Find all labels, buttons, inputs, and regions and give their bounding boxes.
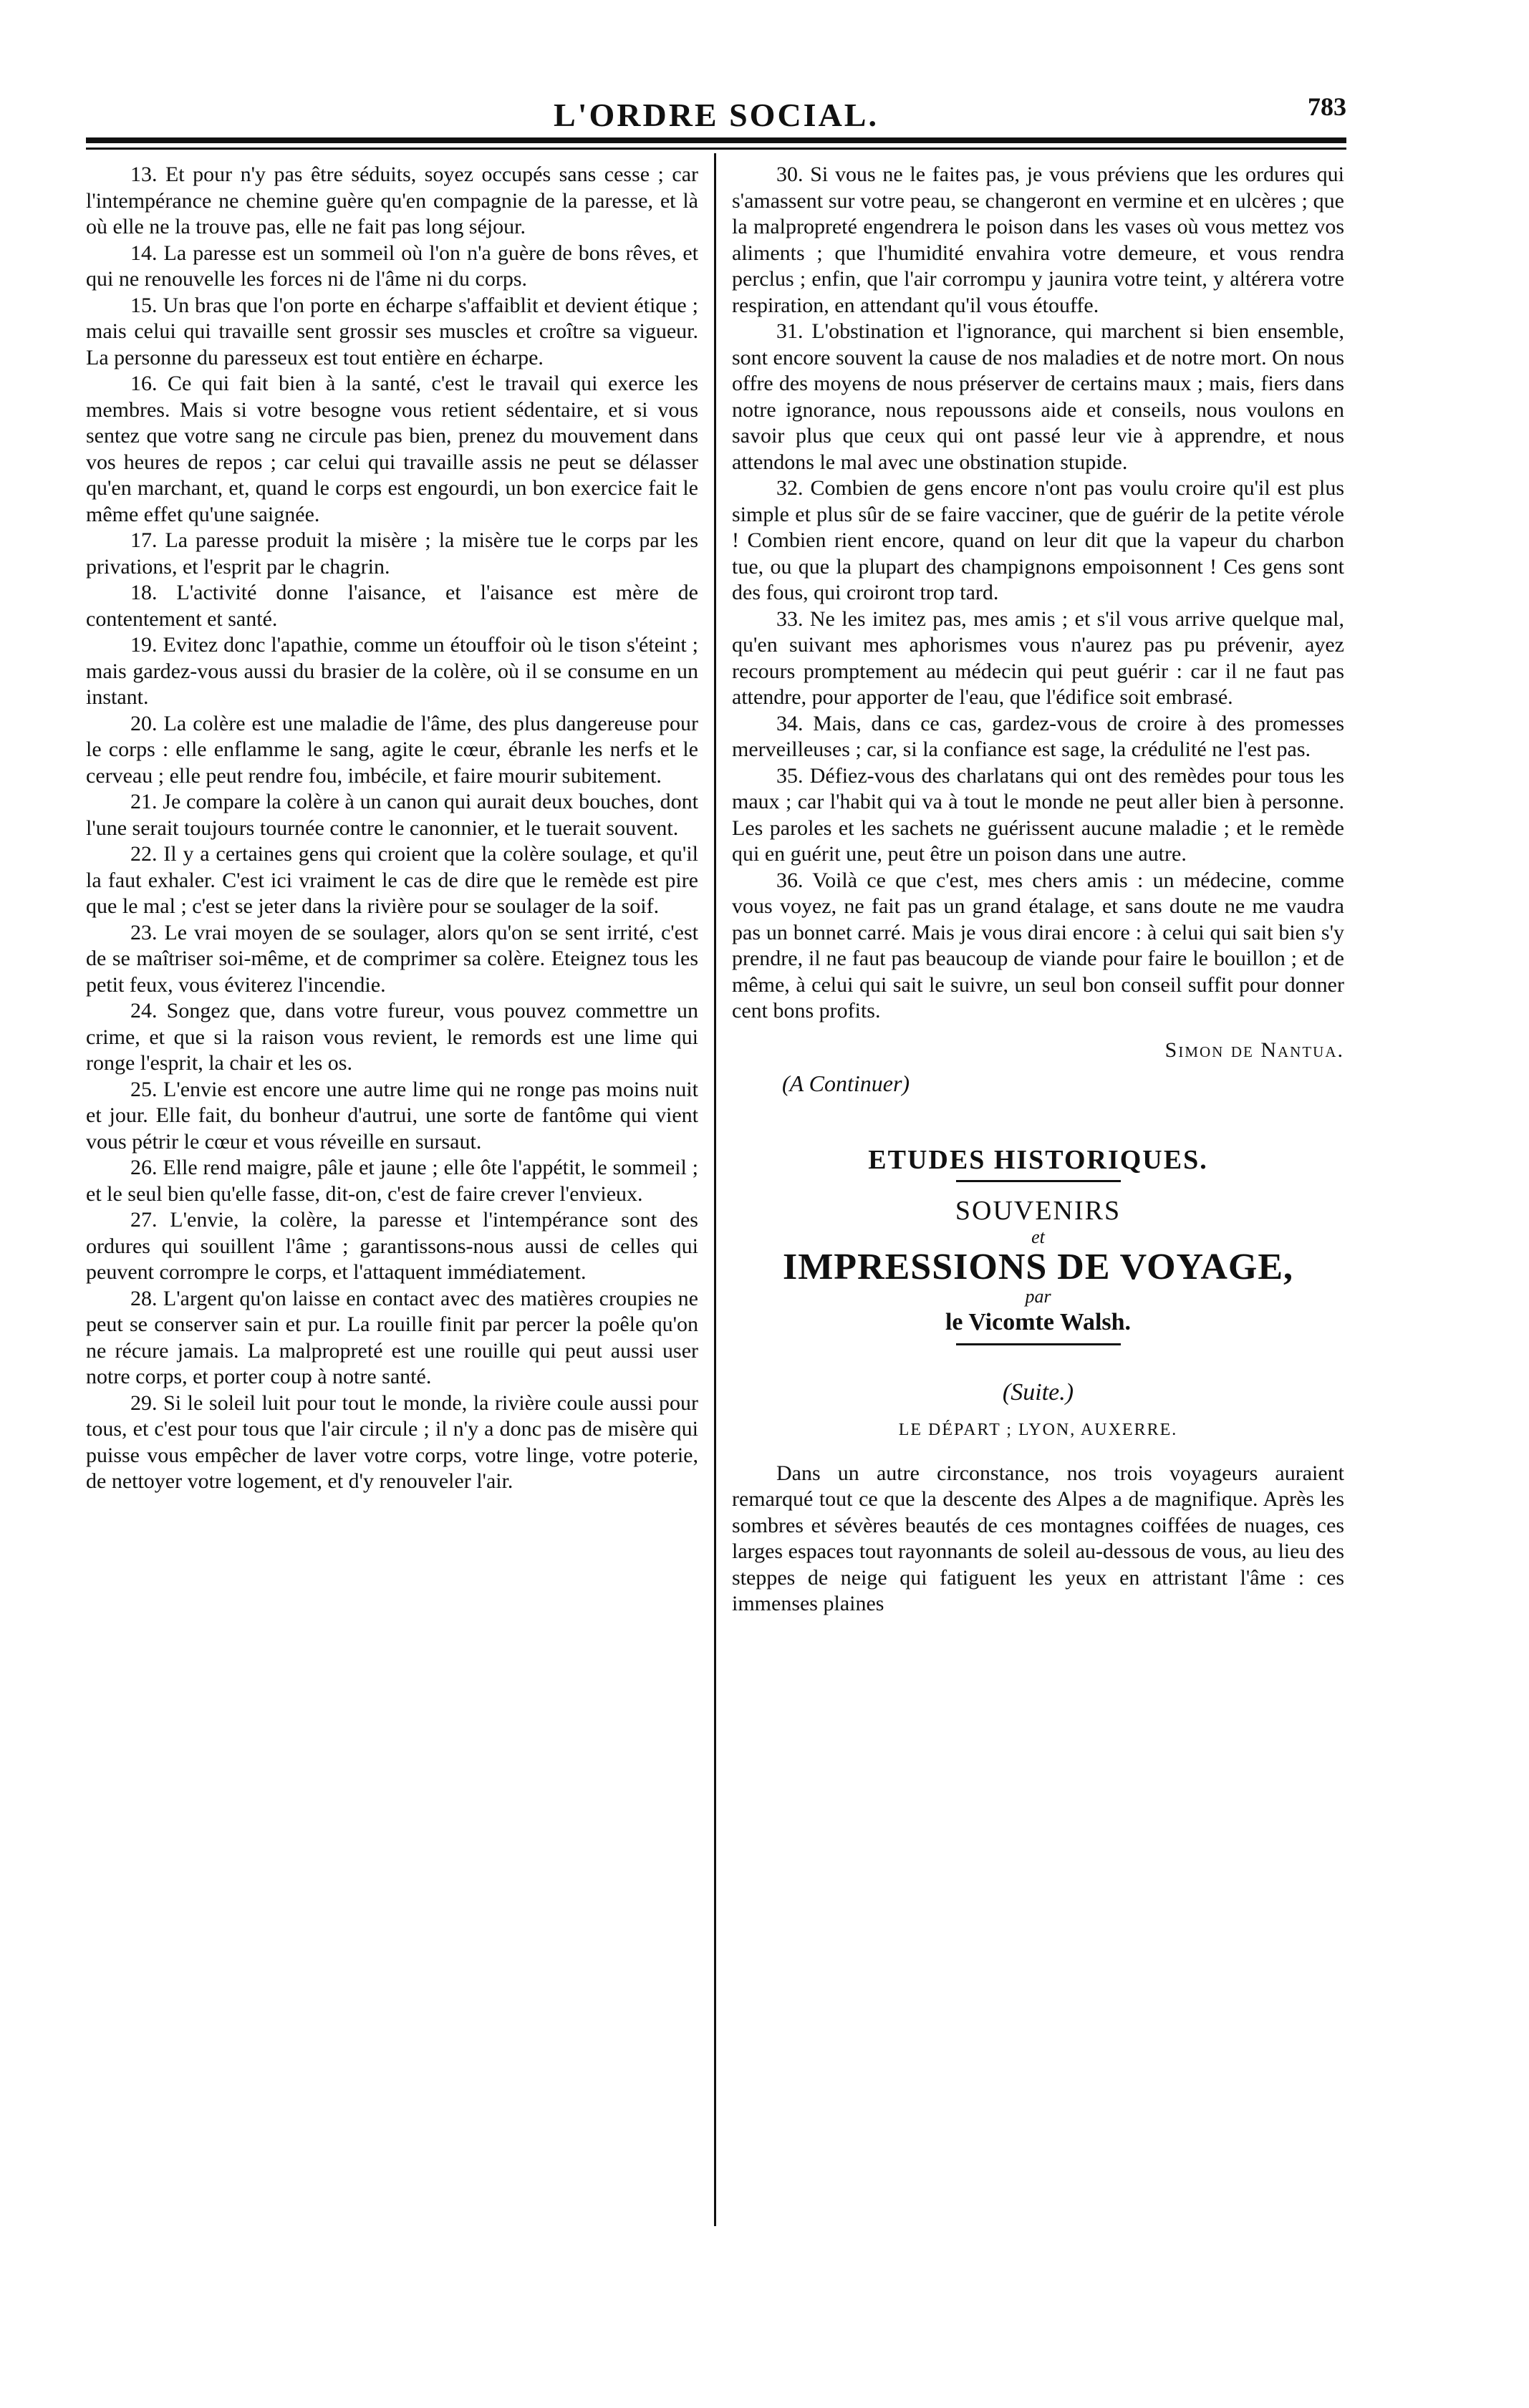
- page-number: 783: [1308, 92, 1346, 121]
- aphorism-20: 20. La colère est une maladie de l'âme, des plus dangereuse pour le corps : elle enflamme le sang, agite le cœur, ébranle les nerfs et le cerveau ; elle peut rendre fou, imbécile, et faire mourir subitement.: [86, 711, 698, 788]
- aphorism-33: 33. Ne les imitez pas, mes amis ; et s'il vous arrive quelque mal, qu'en suivant mes aphorismes vous n'aurez pas pu prévenir, ayez recours promptement au médecin qui peut guérir : car il ne faut pas attendre, pour apporter de l'eau, que l'édifice soit embrasé.: [732, 606, 1344, 709]
- article-title-impressions: IMPRESSIONS DE VOYAGE,: [782, 1247, 1294, 1287]
- aphorism-16: 16. Ce qui fait bien à la santé, c'est le travail qui exerce les membres. Mais si votre besogne vous retient sédentaire, et si vous sentez que votre sang ne circule pas bien, prenez du mouvement dans vos heures de repos ; car celui qui travaille assis ne peut se délasser qu'en marchant, et, quand le corps est engourdi, un bon exercice fait le même effet qu'une saignée.: [86, 372, 698, 526]
- header-rule-thin: [86, 148, 1346, 150]
- aphorism-17: 17. La paresse produit la misère ; la misère tue le corps par les privations, et l'esprit par le chagrin.: [86, 528, 698, 579]
- article-title-souvenirs: SOUVENIRS: [955, 1196, 1122, 1226]
- aphorism-24: 24. Songez que, dans votre fureur, vous pouvez commettre un crime, et que si la raison vous revient, le remords est une lime qui ronge l'esprit, la chair et les os.: [86, 999, 698, 1075]
- aphorism-25: 25. L'envie est encore une autre lime qui ne ronge pas moins nuit et jour. Elle fait, du bonheur d'autrui, une sorte de fantôme qui vient vous pétrir le cœur et vous réveille en sursaut.: [86, 1077, 698, 1154]
- aphorism-19: 19. Evitez donc l'apathie, comme un étouffoir où le tison s'éteint ; mais gardez-vous aussi du brasier de la colère, où il se consume en un instant.: [86, 633, 698, 709]
- aphorism-15: 15. Un bras que l'on porte en écharpe s'affaiblit et devient étique ; mais celui qui travaille sent grossir ses muscles et croître sa vigueur. La personne du paresseux est tout entière en écharpe.: [86, 293, 698, 369]
- aphorism-30: 30. Si vous ne le faites pas, je vous préviens que les ordures qui s'amassent sur votre peau, se changeront en vermine et en ulcères ; que la malpropreté engendrera le poison dans les vases où vous mettez vos aliments ; que l'humidité envahira votre demeure, et vous rendra perclus ; enfin, que l'air corrompu y jaunira votre teint, y altérera votre respiration, en attendant qu'il vous étouffe.: [732, 163, 1344, 317]
- article-heading: [732, 1144, 1344, 1444]
- suite-note: (Suite.): [1002, 1378, 1074, 1406]
- author-signature: Simon de Nantua.: [1164, 1038, 1344, 1062]
- aphorism-14: 14. La paresse est un sommeil où l'on n'a guère de bons rêves, et qui ne renouvelle les forces ni de l'âme ni du corps.: [86, 241, 698, 291]
- article-title-et: et: [1031, 1226, 1045, 1247]
- header-rule-thick: [86, 137, 1346, 143]
- aphorism-21: 21. Je compare la colère à un canon qui aurait deux bouches, dont l'une serait toujours tournée contre le canonnier, et le tuerait souvent.: [86, 790, 698, 840]
- column-divider: [714, 153, 716, 2226]
- article-author: le Vicomte Walsh.: [945, 1309, 1132, 1335]
- aphorism-35: 35. Défiez-vous des charlatans qui ont des remèdes pour tous les maux ; car l'habit qui va à tout le monde ne peut aller bien à personne. Les paroles et les sachets ne guérissent aucune maladie ; et le remède qui en guérit une, peut être un poison dans une autre.: [732, 763, 1344, 866]
- journal-title: L'ORDRE SOCIAL.: [554, 97, 879, 133]
- aphorism-13: 13. Et pour n'y pas être séduits, soyez occupés sans cesse ; car l'intempérance ne chemine guère qu'en compagnie de la paresse, et là où elle ne la trouve pas, elle ne fait pas long séjour.: [86, 163, 698, 238]
- aphorism-34: 34. Mais, dans ce cas, gardez-vous de croire à des promesses merveilleuses ; car, si la confiance est sage, la crédulité ne l'est pas.: [732, 711, 1344, 761]
- aphorism-32: 32. Combien de gens encore n'ont pas voulu croire qu'il est plus simple et plus sûr de se faire vacciner, que de guérir de la petite vérole ! Combien rient encore, quand on leur dit que la vapeur du charbon tue, ou que la plupart des champignons empoisonnent ! Ces gens sont des fous, qui croiront trop tard.: [732, 476, 1344, 604]
- aphorism-22: 22. Il y a certaines gens qui croient que la colère soulage, et qu'il la faut exhaler. C'est ici vraiment le cas de dire que le remède est pire que le mal ; c'est se jeter dans la rivière pour se soulager de la soif.: [86, 842, 698, 918]
- author-rule: [956, 1343, 1121, 1345]
- aphorism-18: 18. L'activité donne l'aisance, et l'aisance est mère de contentement et santé.: [86, 581, 698, 631]
- aphorism-28: 28. L'argent qu'on laisse en contact avec des matières croupies ne peut se conserver sain et pur. La rouille finit par percer la poêle qu'on ne récure jamais. La malpropreté est une rouille qui peut aussi user notre corps, et porter coup à notre santé.: [86, 1286, 698, 1388]
- section-title: ETUDES HISTORIQUES.: [868, 1144, 1208, 1175]
- section-rule: [956, 1180, 1121, 1182]
- aphorism-29: 29. Si le soleil luit pour tout le monde, la rivière coule aussi pour tous, et c'est pour tous que l'air circule ; il n'y a donc pas de misère qui puisse vous empêcher de laver votre corps, votre linge, votre poterie, de nettoyer votre logement, et d'y renouveler l'air.: [86, 1391, 698, 1493]
- chapter-subheading: LE DÉPART ; LYON, AUXERRE.: [898, 1421, 1178, 1439]
- left-column: [86, 162, 698, 1495]
- aphorism-36: 36. Voilà ce que c'est, mes chers amis : un médecine, comme vous voyez, ne fait pas un grand étalage, et sans doute ne me vaudra pas un bonnet carré. Mais je vous dirai encore : à celui qui sait bien s'y prendre, il ne faut pas beaucoup de viande pour faire le bouillon ; et de même, à celui qui sait le suivre, un seul bon conseil suffit pour donner cent bons profits.: [732, 868, 1344, 1022]
- aphorism-23: 23. Le vrai moyen de se soulager, alors qu'on se sent irrité, c'est de se maîtriser soi-même, et de comprimer sa colère. Eteignez tous les petit feux, vous éviterez l'incendie.: [86, 920, 698, 997]
- aphorism-31: 31. L'obstination et l'ignorance, qui marchent si bien ensemble, sont encore souvent la cause de nos maladies et de notre mort. On nous offre des moyens de nous préserver de certains maux ; mais, fiers dans notre ignorance, nous repoussons aide et conseils, nous voulons en savoir plus que ceux qui ont passé leur vie à apprendre, et nous attendons le mal avec une obstination stupide.: [732, 319, 1344, 474]
- aphorism-27: 27. L'envie, la colère, la paresse et l'intempérance sont des ordures qui souillent l'âme ; garantissons-nous aussi de celles qui peuvent corrompre le corps, et l'attaquent immédiatement.: [86, 1208, 698, 1284]
- byline-par: par: [1025, 1285, 1051, 1307]
- right-column: [732, 162, 1344, 1618]
- aphorism-26: 26. Elle rend maigre, pâle et jaune ; elle ôte l'appétit, le sommeil ; et le seul bien qu'elle fasse, dit-on, c'est de faire crever l'envieux.: [86, 1156, 698, 1206]
- to-continue-note: (A Continuer): [782, 1070, 910, 1096]
- page-header: [86, 92, 1346, 135]
- article-body-paragraph: Dans un autre circonstance, nos trois voyageurs auraient remarqué tout ce que la descente des Alpes a de magnifique. Après les sombres et sévères beautés de ces montagnes coiffées de nuages, ces larges espaces tout rayonnants de soleil au-dessous de vous, au lieu des steppes de neige qui fatiguent les yeux en attristant l'âme : ces immenses plaines: [732, 1461, 1344, 1615]
